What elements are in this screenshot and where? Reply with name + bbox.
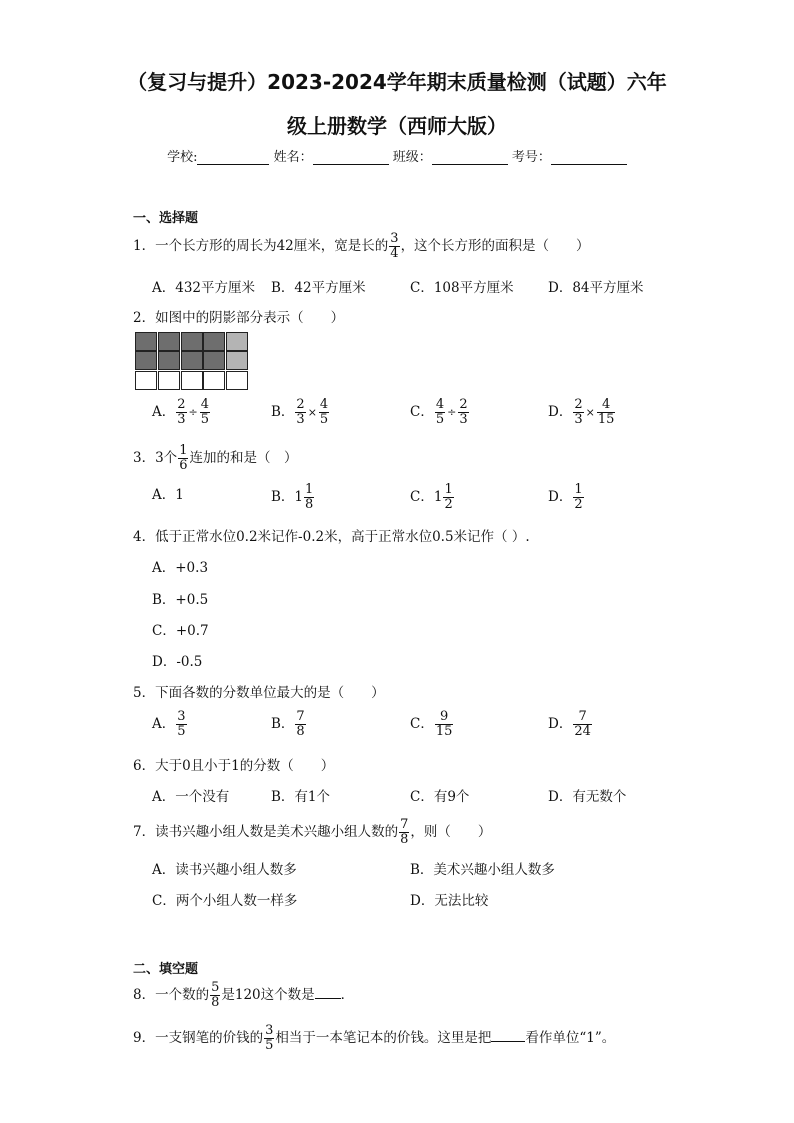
question-8-text-mid: 是120这个数是 (221, 987, 315, 1003)
grid-cell (203, 351, 225, 370)
q1-option-c[interactable]: C．108平方厘米 (410, 280, 514, 296)
q4-option-d[interactable]: D．-0.5 (152, 654, 203, 670)
q1-option-a[interactable]: A．432平方厘米 (152, 280, 256, 296)
class-label: 班级： (392, 150, 432, 165)
q5-option-b[interactable]: B． $\frac{7}{8}$ (271, 709, 305, 739)
grid-cell (135, 351, 157, 370)
question-4: 4．低于正常水位0.2米记作-0.2米，高于正常水位0.5米记作（ ）. (133, 529, 530, 545)
q6-option-c[interactable]: C．有9个 (410, 789, 470, 805)
name-field[interactable] (313, 150, 389, 165)
grid-cell (226, 332, 248, 351)
school-label: 学校: (167, 150, 198, 165)
q4-option-c[interactable]: C．+0.7 (152, 623, 209, 639)
section-fill-heading: 二、填空题 (133, 962, 199, 977)
q7-option-c[interactable]: C．两个小组人数一样多 (152, 893, 298, 909)
q5-option-a[interactable]: A． $\frac{3}{5}$ (152, 709, 186, 739)
fraction: $\frac{3}{4}$ (390, 231, 399, 261)
q8-answer-blank[interactable] (315, 986, 341, 999)
question-7: 7．读书兴趣小组人数是美术兴趣小组人数的 $\frac{7}{8}$ ，则（ ） (133, 817, 492, 847)
page-title-line1: （复习与提升）2023-2024学年期末质量检测（试题）六年 (127, 70, 667, 94)
grid-cell (226, 351, 248, 370)
q6-option-a[interactable]: A．一个没有 (152, 789, 230, 805)
question-3-text: 3．3个 (133, 450, 178, 466)
q7-option-d[interactable]: D．无法比较 (410, 893, 489, 909)
q2-option-d[interactable]: D． $\frac{2}{3}$ × $\frac{4}{15}$ (548, 397, 615, 427)
question-8: 8．一个数的 $\frac{5}{8}$ 是120这个数是 ． (133, 980, 355, 1010)
name-label: 姓名： (273, 150, 313, 165)
q2-option-a[interactable]: A． $\frac{2}{3}$ ÷ $\frac{4}{5}$ (152, 397, 210, 427)
grid-cell (181, 332, 203, 351)
q6-option-b[interactable]: B．有1个 (271, 789, 331, 805)
class-field[interactable] (432, 150, 508, 165)
question-9: 9．一支钢笔的价钱的 $\frac{3}{5}$ 相当于一本笔记本的价钱。这里是把 看作单位“1”。 (133, 1023, 616, 1053)
question-1-text: 1．一个长方形的周长为42厘米，宽是长的 (133, 238, 389, 254)
question-3: 3．3个 $\frac{1}{6}$ 连加的和是（ ） (133, 443, 298, 473)
question-6: 6．大于0且小于1的分数（ ） (133, 758, 335, 774)
q3-option-b[interactable]: B．1 $\frac{1}{8}$ (271, 482, 314, 512)
shaded-grid-figure (135, 332, 249, 390)
grid-cell (135, 371, 157, 390)
question-1-text-end: ，这个长方形的面积是（ ） (400, 238, 590, 254)
q7-option-b[interactable]: B．美术兴趣小组人数多 (410, 862, 555, 878)
grid-cell (158, 351, 180, 370)
q3-option-c[interactable]: C．1 $\frac{1}{2}$ (410, 482, 453, 512)
grid-cell (158, 332, 180, 351)
school-field[interactable] (197, 150, 269, 165)
grid-cell (203, 332, 225, 351)
grid-cell (135, 332, 157, 351)
q1-option-d[interactable]: D．84平方厘米 (548, 280, 644, 296)
q6-option-d[interactable]: D．有无数个 (548, 789, 627, 805)
question-8-text: 8．一个数的 (133, 987, 210, 1003)
grid-cell (181, 371, 203, 390)
q2-option-b[interactable]: B． $\frac{2}{3}$ × $\frac{4}{5}$ (271, 397, 329, 427)
q9-answer-blank[interactable] (491, 1029, 525, 1042)
q5-option-c[interactable]: C． $\frac{9}{15}$ (410, 709, 453, 739)
question-3-text-end: 连加的和是（ ） (189, 450, 298, 466)
page-title-line2: 级上册数学（西师大版） (287, 114, 507, 138)
question-9-text: 9．一支钢笔的价钱的 (133, 1030, 264, 1046)
grid-cell (203, 371, 225, 390)
question-7-text-end: ，则（ ） (410, 824, 492, 840)
number-label: 考号： (511, 150, 551, 165)
grid-cell (226, 371, 248, 390)
q1-option-b[interactable]: B．42平方厘米 (271, 280, 366, 296)
question-1 (133, 232, 590, 261)
q4-option-a[interactable]: A．+0.3 (152, 560, 209, 576)
q7-option-a[interactable]: A．读书兴趣小组人数多 (152, 862, 297, 878)
q4-option-b[interactable]: B．+0.5 (152, 592, 209, 608)
question-2: 2．如图中的阴影部分表示（ ） (133, 310, 345, 326)
question-7-text: 7．读书兴趣小组人数是美术兴趣小组人数的 (133, 824, 399, 840)
question-5: 5．下面各数的分数单位最大的是（ ） (133, 685, 385, 701)
q3-option-a[interactable]: A．1 (152, 487, 184, 503)
question-9-text-mid: 相当于一本笔记本的价钱。这里是把 (275, 1030, 492, 1046)
q3-option-d[interactable]: D． $\frac{1}{2}$ (548, 482, 583, 512)
q5-option-d[interactable]: D． $\frac{7}{24}$ (548, 709, 591, 739)
student-info-row (0, 146, 794, 165)
q2-option-c[interactable]: C． $\frac{4}{5}$ ÷ $\frac{2}{3}$ (410, 397, 468, 427)
number-field[interactable] (551, 150, 627, 165)
section-choice-heading: 一、选择题 (133, 211, 199, 226)
grid-cell (181, 351, 203, 370)
grid-cell (158, 371, 180, 390)
